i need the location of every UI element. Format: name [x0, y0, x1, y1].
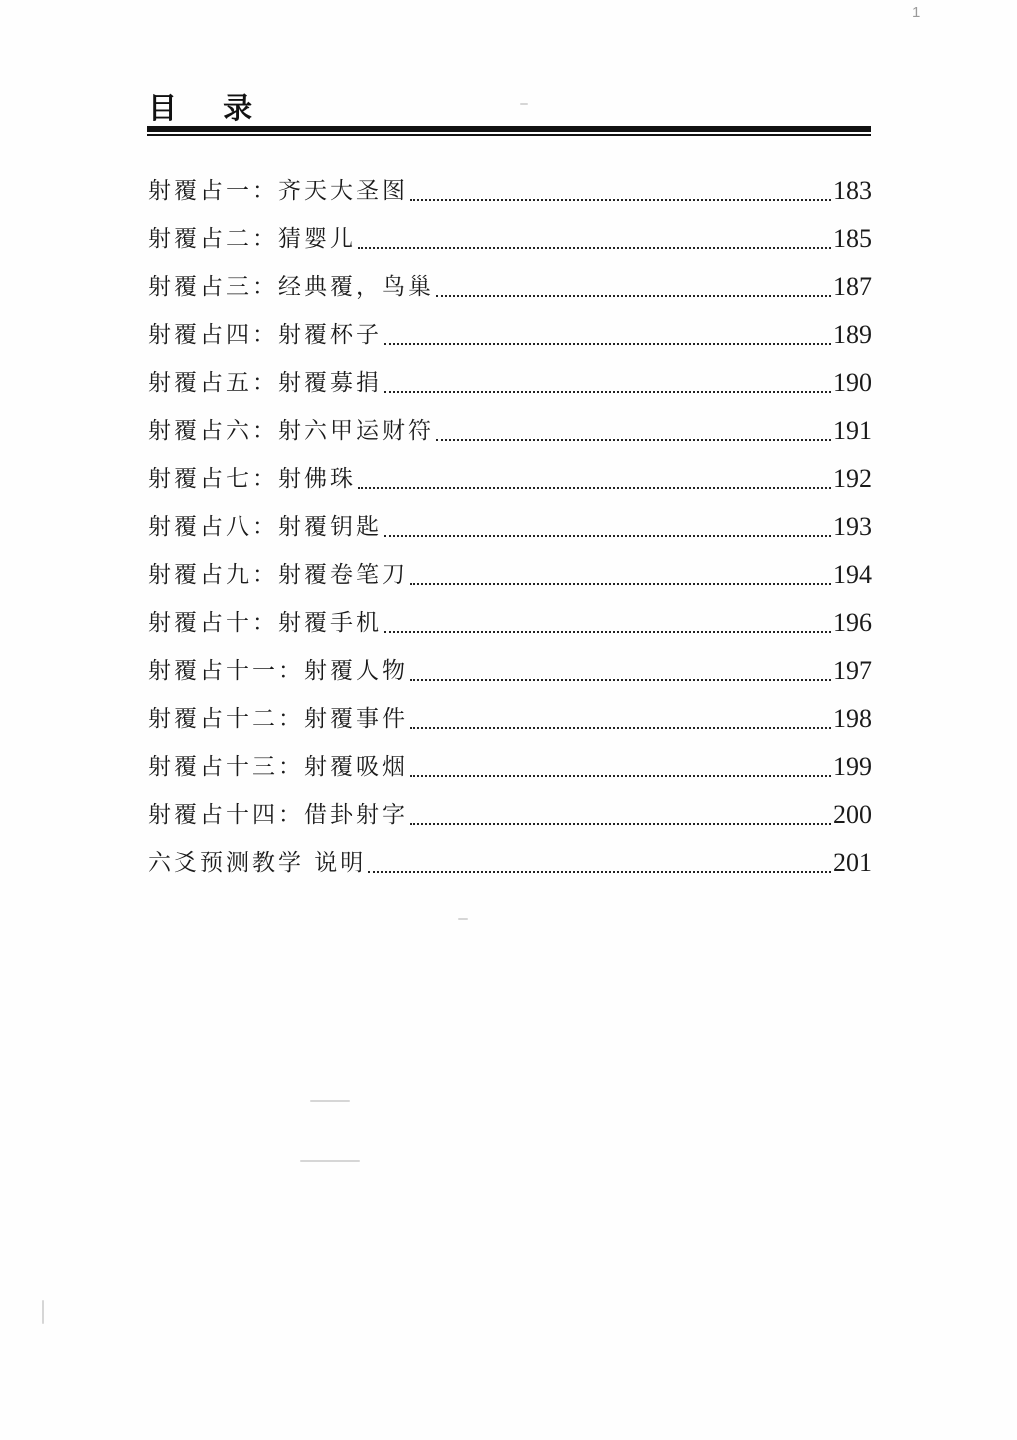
toc-dot-leader [410, 582, 831, 585]
page-corner-mark: 1 [912, 4, 921, 21]
toc-entry-label: 射覆占十三：射覆吸烟 [148, 754, 408, 780]
table-of-contents [148, 167, 872, 887]
scan-speck [42, 1300, 44, 1324]
scan-speck [300, 1160, 360, 1162]
toc-dot-leader [384, 390, 831, 393]
toc-dot-leader [436, 294, 831, 297]
toc-dot-leader [384, 630, 831, 633]
toc-entry-label: 射覆占一：齐天大圣图 [148, 178, 408, 204]
toc-entry[interactable] [148, 599, 872, 647]
toc-dot-leader [368, 870, 831, 873]
toc-entry[interactable] [148, 743, 872, 791]
toc-dot-leader [358, 486, 831, 489]
toc-entry-label: 射覆占八：射覆钥匙 [148, 514, 382, 540]
toc-dot-leader [410, 726, 831, 729]
toc-entry[interactable] [148, 311, 872, 359]
toc-entry-label: 射覆占六：射六甲运财符 [148, 418, 434, 444]
toc-entry-label: 射覆占十四：借卦射字 [148, 802, 408, 828]
toc-page-number: 196 [833, 608, 872, 637]
toc-entry-label: 射覆占十一：射覆人物 [148, 658, 408, 684]
toc-page-number: 189 [833, 320, 872, 349]
toc-entry[interactable] [148, 647, 872, 695]
toc-entry[interactable] [148, 167, 872, 215]
toc-page-number: 200 [833, 800, 872, 829]
toc-entry[interactable] [148, 551, 872, 599]
toc-entry[interactable] [148, 839, 872, 887]
toc-page-number: 190 [833, 368, 872, 397]
toc-dot-leader [384, 342, 831, 345]
scan-speck [520, 103, 528, 105]
toc-page-number: 187 [833, 272, 872, 301]
toc-entry[interactable] [148, 407, 872, 455]
toc-dot-leader [410, 198, 831, 201]
toc-page-number: 183 [833, 176, 872, 205]
toc-entry[interactable] [148, 791, 872, 839]
toc-dot-leader [410, 822, 831, 825]
toc-entry[interactable] [148, 215, 872, 263]
toc-entry-label: 射覆占十二：射覆事件 [148, 706, 408, 732]
toc-page-number: 197 [833, 656, 872, 685]
toc-entry[interactable] [148, 359, 872, 407]
toc-dot-leader [384, 534, 831, 537]
toc-page-number: 198 [833, 704, 872, 733]
toc-page-number: 192 [833, 464, 872, 493]
scan-speck [458, 918, 468, 920]
scan-speck [310, 1100, 350, 1102]
toc-entry-label: 射覆占四：射覆杯子 [148, 322, 382, 348]
title-rule-thick [147, 126, 871, 132]
toc-page-number: 199 [833, 752, 872, 781]
toc-entry[interactable] [148, 455, 872, 503]
toc-entry-label: 射覆占九：射覆卷笔刀 [148, 562, 408, 588]
toc-dot-leader [358, 246, 831, 249]
toc-entry-label: 射覆占五：射覆募捐 [148, 370, 382, 396]
toc-page-number: 193 [833, 512, 872, 541]
toc-entry[interactable] [148, 263, 872, 311]
toc-entry-label: 射覆占三：经典覆，鸟巢 [148, 274, 434, 300]
toc-entry-label: 射覆占十：射覆手机 [148, 610, 382, 636]
toc-dot-leader [410, 774, 831, 777]
toc-page-number: 201 [833, 848, 872, 877]
toc-entry-label: 射覆占二：猜婴儿 [148, 226, 356, 252]
toc-page-number: 194 [833, 560, 872, 589]
page-title: 目 录 [148, 91, 271, 125]
toc-entry[interactable] [148, 695, 872, 743]
toc-entry[interactable] [148, 503, 872, 551]
toc-entry-label: 六爻预测教学 说明 [148, 850, 367, 876]
toc-page-number: 191 [833, 416, 872, 445]
toc-page-number: 185 [833, 224, 872, 253]
title-rule-thin [147, 134, 871, 136]
toc-dot-leader [436, 438, 831, 441]
toc-entry-label: 射覆占七：射佛珠 [148, 466, 356, 492]
toc-dot-leader [410, 678, 831, 681]
